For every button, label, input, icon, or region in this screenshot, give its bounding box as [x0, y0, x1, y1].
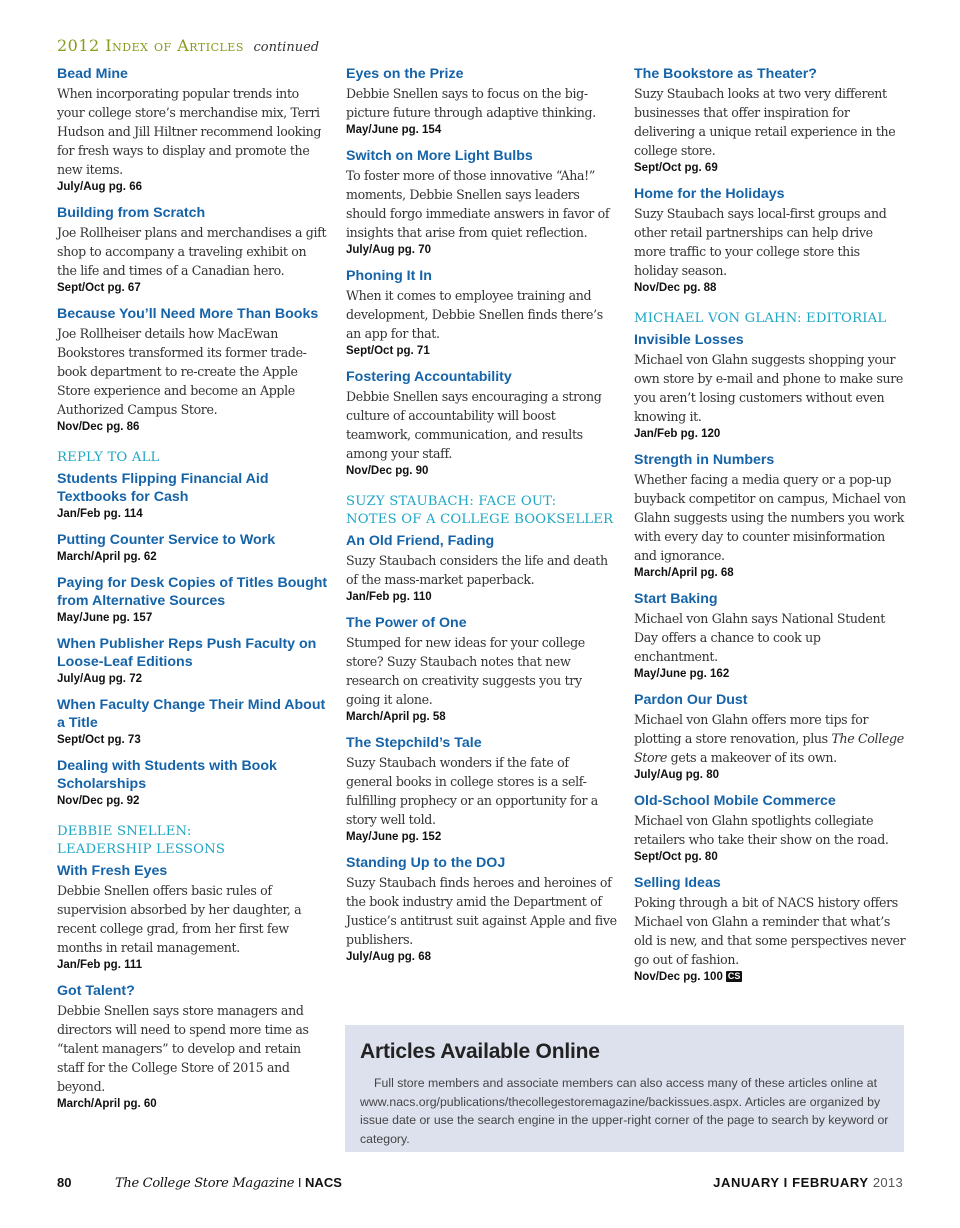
- article-issue-text: Jan/Feb pg. 111: [57, 959, 143, 971]
- article-title: Old-School Mobile Commerce: [634, 793, 836, 809]
- article-entry: [346, 147, 618, 258]
- article-title: The Bookstore as Theater?: [634, 66, 817, 82]
- article-title: Building from Scratch: [57, 205, 206, 221]
- article-title: Start Baking: [634, 591, 718, 607]
- article-entry: [346, 614, 618, 725]
- article-issue: [634, 666, 906, 682]
- article-entry: [634, 331, 906, 442]
- article-issue: [57, 506, 329, 522]
- article-issue: [346, 463, 618, 479]
- article-issue-text: July/Aug pg. 72: [57, 673, 142, 685]
- article-description: Debbie Snellen offers basic rules of supervision absorbed by her daughter, a recent college grad, from her first few months in retail management.: [57, 883, 302, 955]
- article-issue: [57, 732, 329, 748]
- magazine-title: The College Store Magazine: [115, 1176, 295, 1191]
- article-issue: [634, 280, 906, 296]
- online-box-title: Articles Available Online: [360, 1040, 600, 1063]
- michael-von-glahn-articles: [634, 331, 906, 985]
- article-issue: [57, 610, 329, 626]
- article-description-part: gets a makeover of its own.: [667, 750, 837, 765]
- article-description: To foster more of those innovative “Aha!” moments, Debbie Snellen says leaders should forgo immediate answers in favor of insights that arise from quiet reflection.: [346, 168, 610, 240]
- article-description: Suzy Staubach finds heroes and heroines of the book industry amid the Department of Justice’s antitrust suit against Apple and five publishers.: [346, 875, 617, 947]
- article-issue: [57, 957, 329, 973]
- article-entry: [346, 734, 618, 845]
- reply-to-all-articles: [57, 470, 329, 809]
- article-description-italic: The College Store: [634, 731, 904, 765]
- issue-months: JANUARY I FEBRUARY: [713, 1175, 869, 1190]
- article-title: Strength in Numbers: [634, 452, 775, 468]
- online-box-body: Full store members and associate members can also access many of these articles online at www.nacs.org/publications/thecollegestoremagazine/backissues.aspx. Articles are organized by issue date or use the search engine in the upper-right corner of the page to search by keyword or category.: [360, 1076, 889, 1146]
- article-description: Joe Rollheiser details how MacEwan Bookstores transformed its former trade-book department to re-create the Apple Store experience and become an Apple Authorized Campus Store.: [57, 326, 307, 417]
- article-description: Suzy Staubach considers the life and death of the mass-market paperback.: [346, 553, 608, 587]
- article-title: Because You’ll Need More Than Books: [57, 306, 319, 322]
- article-description: Debbie Snellen says encouraging a strong culture of accountability will boost teamwork, communication, and results among your staff.: [346, 389, 602, 461]
- article-title: The Stepchild’s Tale: [346, 735, 482, 751]
- article-description: Suzy Staubach says local-first groups and other retail partnerships can help drive more traffic to your college store this holiday season.: [634, 206, 887, 278]
- article-title: When Publisher Reps Push Faculty on Loose-Leaf Editions: [57, 636, 317, 670]
- article-description: Stumped for new ideas for your college store? Suzy Staubach notes that new research on creativity suggests you try going it alone.: [346, 635, 585, 707]
- article-entry: [346, 854, 618, 965]
- article-issue: [346, 709, 618, 725]
- col2-articles: [346, 65, 618, 479]
- article-description: Suzy Staubach wonders if the fate of general books in college stores is a self-fulfilling prophecy or an opportunity for a story well told.: [346, 755, 598, 827]
- article-description: Poking through a bit of NACS history offers Michael von Glahn a reminder that what’s old is new, and that some perspectives never go out of fashion.: [634, 895, 906, 967]
- article-title: With Fresh Eyes: [57, 863, 168, 879]
- article-issue-text: March/April pg. 62: [57, 551, 157, 563]
- col3-articles: [634, 65, 906, 296]
- article-issue: [346, 122, 618, 138]
- article-title: Putting Counter Service to Work: [57, 532, 276, 548]
- article-entry: [57, 65, 329, 195]
- article-issue: [346, 343, 618, 359]
- article-issue-text: Sept/Oct pg. 71: [346, 345, 430, 357]
- article-issue-text: March/April pg. 60: [57, 1098, 157, 1110]
- article-entry: [634, 874, 906, 985]
- article-description: Michael von Glahn spotlights collegiate retailers who take their show on the road.: [634, 813, 889, 847]
- articles-online-box: [345, 1025, 904, 1152]
- article-title: Standing Up to the DOJ: [346, 855, 506, 871]
- column-2: [346, 65, 618, 974]
- article-issue: [57, 280, 329, 296]
- article-title: Fostering Accountability: [346, 369, 512, 385]
- article-description: Suzy Staubach looks at two very different businesses that offer inspiration for delivering a unique retail experience in the college store.: [634, 86, 896, 158]
- article-issue-text: Sept/Oct pg. 73: [57, 734, 141, 746]
- article-issue-text: Nov/Dec pg. 88: [634, 282, 717, 294]
- article-issue-text: May/June pg. 162: [634, 668, 730, 680]
- article-issue: [634, 426, 906, 442]
- article-entry: [346, 65, 618, 138]
- article-title: The Power of One: [346, 615, 467, 631]
- article-issue-text: May/June pg. 157: [57, 612, 153, 624]
- article-issue-text: Sept/Oct pg. 69: [634, 162, 718, 174]
- article-title: Switch on More Light Bulbs: [346, 148, 533, 164]
- article-entry: [634, 792, 906, 865]
- article-issue-text: Jan/Feb pg. 120: [634, 428, 721, 440]
- article-issue: [634, 767, 906, 783]
- article-title: Pardon Our Dust: [634, 692, 748, 708]
- continued-label: continued: [253, 40, 320, 55]
- article-issue-text: Nov/Dec pg. 92: [57, 795, 140, 807]
- article-issue: [57, 1096, 329, 1112]
- cs-end-badge: CS: [727, 971, 741, 981]
- article-issue: [346, 949, 618, 965]
- article-issue-text: March/April pg. 58: [346, 711, 446, 723]
- article-entry: [346, 368, 618, 479]
- article-entry: [57, 305, 329, 435]
- article-entry: [634, 691, 906, 783]
- article-issue: [57, 549, 329, 565]
- debbie-snellen-articles: [57, 862, 329, 1112]
- article-issue: [634, 969, 906, 985]
- article-entry: [634, 65, 906, 176]
- article-issue-text: Sept/Oct pg. 80: [634, 851, 718, 863]
- article-entry: [57, 531, 329, 565]
- page-number: 80: [57, 1175, 72, 1190]
- article-issue-text: May/June pg. 152: [346, 831, 442, 843]
- article-issue: [57, 793, 329, 809]
- article-title: Invisible Losses: [634, 332, 744, 348]
- article-description: Debbie Snellen says to focus on the big-picture future through adaptive thinking.: [346, 86, 596, 120]
- issue-year: 2013: [872, 1175, 903, 1190]
- issue-date: [713, 1175, 903, 1190]
- article-title: Got Talent?: [57, 983, 135, 999]
- article-entry: [57, 862, 329, 973]
- article-description: Joe Rollheiser plans and merchandises a gift shop to accompany a traveling exhibit on the life and times of a Canadian hero.: [57, 225, 327, 278]
- section-michael-von-glahn: MICHAEL VON GLAHN: EDITORIAL: [634, 311, 887, 326]
- article-entry: [57, 470, 329, 522]
- article-issue-text: July/Aug pg. 70: [346, 244, 431, 256]
- article-issue-text: Nov/Dec pg. 86: [57, 421, 140, 433]
- article-description: Michael von Glahn suggests shopping your own store by e-mail and phone to make sure you aren’t losing customers without even knowing it.: [634, 352, 903, 424]
- article-title: Home for the Holidays: [634, 186, 785, 202]
- article-entry: [346, 532, 618, 605]
- article-entry: [57, 635, 329, 687]
- article-title: Paying for Desk Copies of Titles Bought from Alternative Sources: [57, 575, 328, 609]
- article-description: When it comes to employee training and development, Debbie Snellen finds there’s an app for that.: [346, 288, 603, 341]
- article-issue: [634, 849, 906, 865]
- article-issue: [346, 589, 618, 605]
- magazine-separator: I: [294, 1175, 306, 1190]
- article-issue-text: Jan/Feb pg. 114: [57, 508, 143, 520]
- article-issue-text: Nov/Dec pg. 90: [346, 465, 429, 477]
- article-issue: [634, 565, 906, 581]
- page-footer: [57, 1175, 903, 1195]
- article-entry: [57, 696, 329, 748]
- article-issue-text: Sept/Oct pg. 67: [57, 282, 141, 294]
- index-title: 2012 Index of Articles: [57, 36, 244, 55]
- article-issue-text: July/Aug pg. 80: [634, 769, 719, 781]
- article-issue: [346, 829, 618, 845]
- article-entry: [57, 574, 329, 626]
- section-reply-to-all: REPLY TO ALL: [57, 450, 160, 465]
- article-issue-text: May/June pg. 154: [346, 124, 442, 136]
- article-entry: [346, 267, 618, 359]
- article-issue: [57, 179, 329, 195]
- col1-articles: [57, 65, 329, 435]
- article-title: Dealing with Students with Book Scholarships: [57, 758, 277, 792]
- article-issue-text: July/Aug pg. 66: [57, 181, 142, 193]
- article-entry: [57, 757, 329, 809]
- article-issue-text: Nov/Dec pg. 100: [634, 971, 723, 983]
- article-title: When Faculty Change Their Mind About a Title: [57, 697, 326, 731]
- magazine-name: [115, 1175, 342, 1191]
- article-description: Whether facing a media query or a pop-up buyback competitor on campus, Michael von Glahn suggests using the numbers you work with every day to counter misinformation and ignorance.: [634, 472, 906, 563]
- article-description: When incorporating popular trends into your college store’s merchandise mix, Terri Hudson and Jill Hiltner recommend looking for fresh ways to display and promote the new items.: [57, 86, 322, 177]
- article-title: Selling Ideas: [634, 875, 721, 891]
- article-description: [634, 710, 906, 767]
- article-issue: [57, 671, 329, 687]
- article-issue: [634, 160, 906, 176]
- article-title: Eyes on the Prize: [346, 66, 464, 82]
- article-title: Phoning It In: [346, 268, 432, 284]
- article-entry: [57, 982, 329, 1112]
- article-issue: [346, 242, 618, 258]
- article-entry: [634, 451, 906, 581]
- article-description-part: Michael von Glahn offers more tips for plotting a store renovation, plus: [634, 712, 869, 746]
- magazine-org: NACS: [305, 1175, 342, 1190]
- suzy-staubach-articles: [346, 532, 618, 965]
- article-entry: [57, 204, 329, 296]
- article-issue: [57, 419, 329, 435]
- article-entry: [634, 185, 906, 296]
- article-title: Students Flipping Financial Aid Textbooks for Cash: [57, 471, 269, 505]
- article-description: Debbie Snellen says store managers and directors will need to spend more time as “talent managers” to develop and retain staff for the College Store of 2015 and beyond.: [57, 1003, 309, 1094]
- article-title: An Old Friend, Fading: [346, 533, 495, 549]
- article-issue-text: March/April pg. 68: [634, 567, 734, 579]
- column-1: [57, 65, 329, 1121]
- section-suzy-staubach: SUZY STAUBACH: FACE OUT: NOTES OF A COLLEGE BOOKSELLER: [346, 494, 614, 527]
- article-issue-text: Jan/Feb pg. 110: [346, 591, 432, 603]
- article-entry: [634, 590, 906, 682]
- section-debbie-snellen: DEBBIE SNELLEN: LEADERSHIP LESSONS: [57, 824, 226, 857]
- article-issue-text: July/Aug pg. 68: [346, 951, 431, 963]
- column-3: [634, 65, 906, 994]
- article-description: Michael von Glahn says National Student Day offers a chance to cook up enchantment.: [634, 611, 885, 664]
- article-title: Bead Mine: [57, 66, 128, 82]
- index-header: [57, 36, 319, 55]
